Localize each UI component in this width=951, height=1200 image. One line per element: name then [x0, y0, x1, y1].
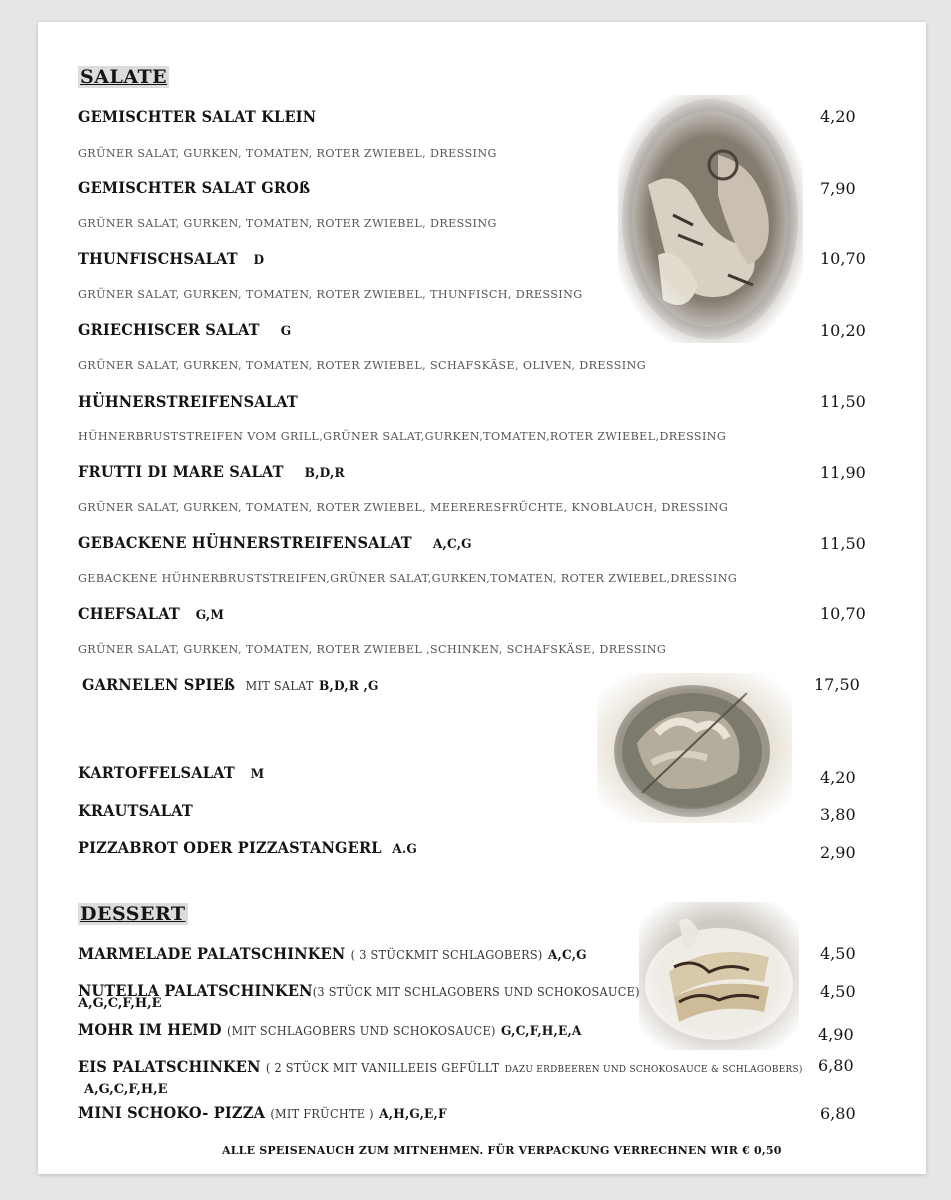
menu-item-price: 4,50: [820, 944, 856, 963]
allergen-codes: G,M: [195, 608, 225, 623]
menu-item-name: [78, 1103, 447, 1122]
allergen-codes: A,G,C,F,H,E: [84, 1082, 168, 1097]
menu-item-title: MOHR IM HEMD: [78, 1020, 222, 1039]
allergen-codes: D: [253, 253, 265, 268]
menu-item-price: 2,90: [820, 843, 856, 862]
menu-item-title: NUTELLA PALATSCHINKEN: [78, 981, 313, 1000]
menu-item-title: MINI SCHOKO- PIZZA: [78, 1103, 266, 1122]
allergen-codes: M: [250, 767, 265, 782]
menu-item-title: CHEFSALAT: [78, 604, 180, 623]
menu-item-price: 6,80: [820, 1104, 856, 1123]
menu-item-name: [78, 1057, 803, 1076]
allergen-codes: A.G: [392, 842, 417, 857]
menu-item-title: GEBACKENE HÜHNERSTREIFENSALAT: [78, 533, 412, 552]
menu-item-price: 17,50: [814, 675, 860, 694]
menu-item-name: [78, 1020, 582, 1039]
menu-item-price: 4,20: [820, 107, 856, 126]
menu-item-subtitle: ( 2 STÜCK MIT VANILLEEIS GEFÜLLT: [265, 1061, 500, 1075]
menu-item-title: GARNELEN SPIEß: [82, 675, 236, 694]
salad-photo: [618, 95, 803, 343]
menu-item-description: GRÜNER SALAT, GURKEN, TOMATEN, ROTER ZWIEBEL, SCHAFSKÄSE, OLIVEN, DRESSING: [78, 358, 647, 372]
menu-item-price: 11,90: [820, 463, 866, 482]
menu-item-name: [82, 675, 379, 694]
menu-page: [38, 22, 926, 1174]
menu-item-price: 10,20: [820, 321, 866, 340]
menu-item-name: [78, 249, 264, 268]
menu-item-description: GEBACKENE HÜHNERBRUSTSTREIFEN,GRÜNER SALAT,GURKEN,TOMATEN, ROTER ZWIEBEL,DRESSING: [78, 571, 738, 585]
menu-item-name: GEMISCHTER SALAT KLEIN: [78, 107, 317, 126]
allergen-codes: G: [280, 324, 292, 339]
menu-item-name: [78, 981, 640, 1000]
menu-item-price: 4,90: [818, 1025, 854, 1044]
menu-item-name: [78, 533, 472, 552]
menu-item-title: EIS PALATSCHINKEN: [78, 1057, 261, 1076]
menu-item-title: MARMELADE PALATSCHINKEN: [78, 944, 346, 963]
menu-item-description: GRÜNER SALAT, GURKEN, TOMATEN, ROTER ZWIEBEL, DRESSING: [78, 146, 497, 160]
menu-item-price: 6,80: [818, 1056, 854, 1075]
menu-item-subtitle: ( 3 STÜCKMIT SCHLAGOBERS): [350, 948, 543, 962]
menu-item-description: GRÜNER SALAT, GURKEN, TOMATEN, ROTER ZWIEBEL, DRESSING: [78, 216, 497, 230]
menu-item-price: 11,50: [820, 392, 866, 411]
menu-item-description: HÜHNERBRUSTSTREIFEN VOM GRILL,GRÜNER SALAT,GURKEN,TOMATEN,ROTER ZWIEBEL,DRESSING: [78, 429, 727, 443]
section-title-dessert: DESSERT: [80, 903, 186, 925]
menu-item-price: 3,80: [820, 805, 856, 824]
allergen-codes: B,D,R ,G: [319, 679, 379, 694]
menu-item-name: [78, 462, 345, 481]
menu-item-subtitle-extra: DAZU ERDBEEREN UND SCHOKOSAUCE & SCHLAGOBERS): [504, 1064, 803, 1075]
menu-item-price: 10,70: [820, 604, 866, 623]
menu-item-description: GRÜNER SALAT, GURKEN, TOMATEN, ROTER ZWIEBEL ,SCHINKEN, SCHAFSKÄSE, DRESSING: [78, 642, 667, 656]
allergen-codes: G,C,F,H,E,A: [500, 1024, 582, 1039]
menu-item-description: GRÜNER SALAT, GURKEN, TOMATEN, ROTER ZWIEBEL, THUNFISCH, DRESSING: [78, 287, 583, 301]
menu-item-name: [78, 944, 587, 963]
menu-item-name: KRAUTSALAT: [78, 801, 193, 820]
allergen-codes: A,C,G: [432, 537, 472, 552]
menu-item-name: [78, 604, 224, 623]
palatschinken-photo: [639, 902, 799, 1050]
menu-item-name: [78, 763, 264, 782]
menu-item-name: [78, 838, 417, 857]
shrimp-skewer-photo-image: [597, 673, 792, 823]
allergen-codes: A,H,G,E,F: [379, 1107, 447, 1122]
menu-item-price: 4,50: [820, 982, 856, 1001]
menu-item-subtitle: (MIT SCHLAGOBERS UND SCHOKOSAUCE): [226, 1024, 496, 1038]
menu-item-description: GRÜNER SALAT, GURKEN, TOMATEN, ROTER ZWIEBEL, MEERERESFRÜCHTE, KNOBLAUCH, DRESSING: [78, 500, 729, 514]
menu-item-title: KARTOFFELSALAT: [78, 763, 235, 782]
allergen-codes: B,D,R: [304, 466, 345, 481]
menu-item-title: THUNFISCHSALAT: [78, 249, 238, 268]
menu-item-title: FRUTTI DI MARE SALAT: [78, 462, 284, 481]
allergen-codes: A,G,C,F,H,E: [78, 996, 162, 1011]
menu-item-title: PIZZABROT ODER PIZZASTANGERL: [78, 838, 382, 857]
shrimp-skewer-photo: [597, 673, 792, 823]
salad-photo-image: [618, 95, 803, 343]
takeaway-note: ALLE SPEISENAUCH ZUM MITNEHMEN. FÜR VERPACKUNG VERRECHNEN WIR € 0,50: [222, 1144, 782, 1157]
palatschinken-photo-image: [639, 902, 799, 1050]
section-title-salate: SALATE: [80, 66, 168, 88]
menu-item-price: 11,50: [820, 534, 866, 553]
menu-item-title: GRIECHISCER SALAT: [78, 320, 260, 339]
menu-item-price: 7,90: [820, 179, 856, 198]
menu-item-price: 10,70: [820, 249, 866, 268]
menu-item-name: GEMISCHTER SALAT GROß: [78, 178, 311, 197]
allergen-codes: A,C,G: [547, 948, 587, 963]
menu-item-subtitle: MIT SALAT: [245, 679, 314, 693]
menu-item-price: 4,20: [820, 768, 856, 787]
menu-item-name: HÜHNERSTREIFENSALAT: [78, 392, 298, 411]
menu-item-subtitle: (3 STÜCK MIT SCHLAGOBERS UND SCHOKOSAUCE): [312, 985, 640, 999]
menu-item-name: [78, 320, 291, 339]
menu-item-subtitle: (MIT FRÜCHTE ): [270, 1107, 374, 1121]
